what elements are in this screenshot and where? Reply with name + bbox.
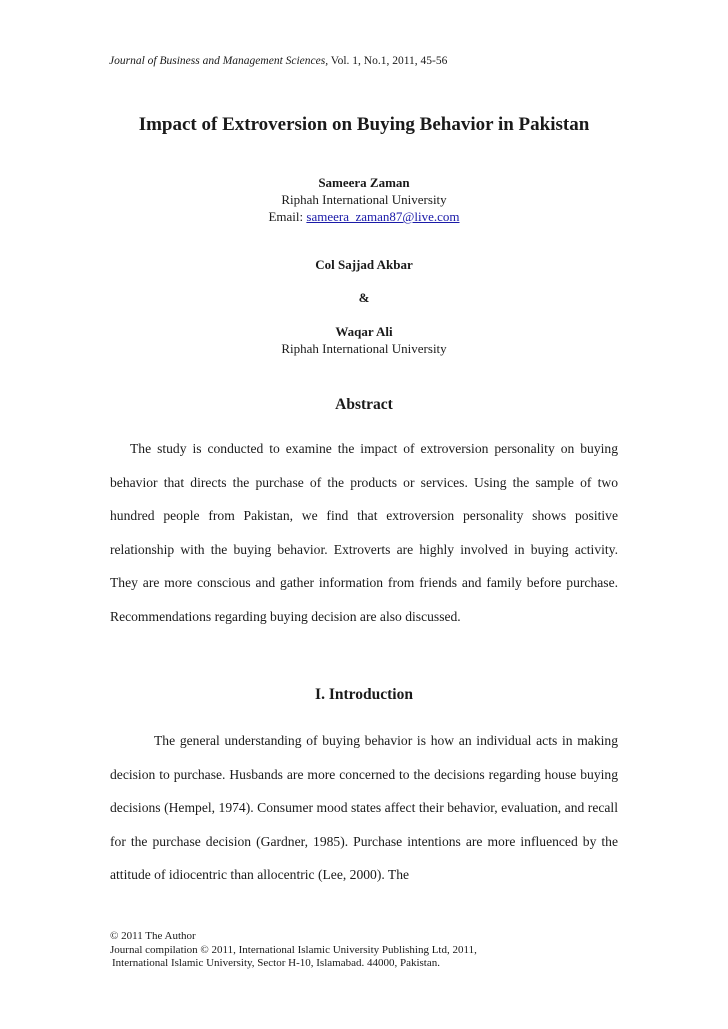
author-separator-block	[0, 289, 728, 306]
footer-address: International Islamic University, Sector H-10, Islamabad. 44000, Pakistan.	[112, 957, 440, 969]
author-separator: &	[358, 290, 370, 305]
footer-copyright: © 2011 The Author	[110, 930, 196, 942]
author-block-2	[0, 256, 728, 273]
author-block-1	[0, 174, 728, 225]
volume-info: Vol. 1, No.1, 2011, 45-56	[330, 55, 448, 67]
footer	[110, 930, 477, 971]
author-block-3	[0, 323, 728, 357]
email-label: Email:	[268, 209, 304, 224]
paper-title: Impact of Extroversion on Buying Behavior in Pakistan	[138, 114, 590, 135]
author-name: Sameera Zaman	[318, 175, 410, 190]
email-link[interactable]: sameera_zaman87@live.com	[306, 209, 460, 224]
abstract-heading: Abstract	[335, 396, 393, 413]
author-name: Col Sajjad Akbar	[315, 257, 413, 272]
journal-name: Journal of Business and Management Sciences,	[109, 55, 329, 67]
introduction-text: The general understanding of buying behavior is how an individual acts in making decision to purchase. Husbands are more concerned to the decisions regarding house buying decisions (Hempel, 1974). Consumer mood states affect their behavior, evaluation, and recall for the purchase decision (Gardner, 1985). Purchase intentions are more influenced by the attitude of idiocentric than allocentric (Lee, 2000). The	[110, 733, 618, 883]
author-name: Waqar Ali	[335, 324, 393, 339]
author-affiliation: Riphah International University	[281, 192, 447, 207]
introduction-heading: I. Introduction	[315, 686, 413, 703]
footer-journal-compilation: Journal compilation © 2011, International Islamic University Publishing Ltd, 2011,	[110, 943, 477, 956]
author-affiliation: Riphah International University	[281, 341, 447, 356]
author-email-line	[0, 208, 728, 225]
abstract-text: The study is conducted to examine the impact of extroversion personality on buying behavior that directs the purchase of the products or services. Using the sample of two hundred people from Pakistan, we find that extroversion personality shows positive relationship with the buying behavior. Extroverts are highly involved in buying activity. They are more conscious and gather information from friends and family before purchase. Recommendations regarding buying decision are also discussed.	[110, 441, 618, 624]
journal-header	[109, 55, 447, 67]
